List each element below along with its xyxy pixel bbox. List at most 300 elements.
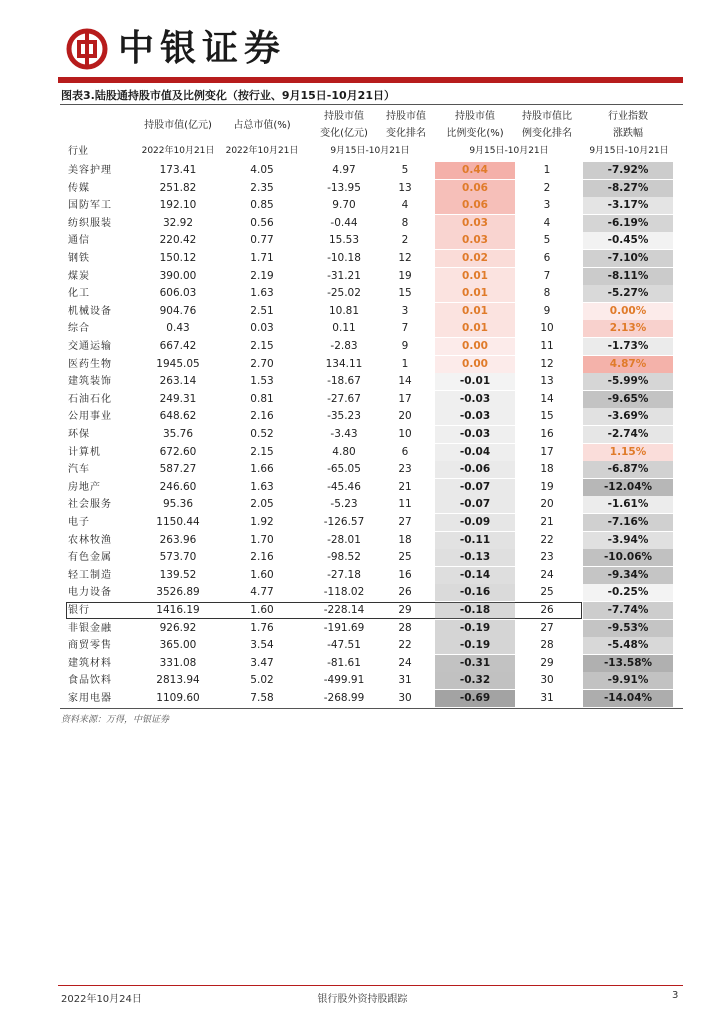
cell-ratio: -0.18 — [435, 602, 515, 619]
source-note: 资料来源：万得，中银证券 — [61, 715, 170, 725]
cell-rk2: 5 — [543, 234, 551, 247]
cell-chg: -98.52 — [327, 551, 361, 564]
table-row — [60, 690, 683, 707]
footer-date: 2022年10月24日 — [61, 994, 142, 1005]
cell-rk1: 10 — [398, 428, 412, 440]
cell-chg: -191.69 — [323, 621, 365, 634]
cell-rk2: 1 — [543, 164, 551, 176]
cell-idx: -9.34% — [583, 567, 673, 584]
cell-idx: -0.25% — [583, 584, 673, 601]
cell-ratio: -0.09 — [435, 514, 515, 531]
cell-pct: 2.51 — [250, 304, 274, 317]
cell-mv: 672.60 — [159, 445, 197, 458]
cell-rk1: 30 — [398, 692, 412, 704]
cell-ind: 美容护理 — [68, 165, 112, 176]
cell-pct: 1.70 — [250, 533, 274, 546]
cell-idx: -10.06% — [583, 549, 673, 566]
cell-chg: 9.70 — [332, 199, 356, 212]
cell-ratio: 0.02 — [435, 250, 515, 267]
cell-idx: 4.87% — [583, 356, 673, 373]
cell-pct: 2.35 — [250, 181, 274, 194]
cell-mv: 573.70 — [159, 551, 197, 564]
cell-ratio: -0.19 — [435, 620, 515, 637]
cell-mv: 139.52 — [159, 568, 197, 581]
cell-ratio: -0.03 — [435, 426, 515, 443]
table-row — [60, 356, 683, 373]
cell-pct: 1.66 — [250, 463, 274, 476]
table-row — [60, 215, 683, 232]
cell-ind: 机械设备 — [68, 305, 112, 317]
header-idx-period: 9月15日-10月21日 — [589, 146, 669, 156]
cell-rk1: 8 — [401, 216, 409, 229]
header-ratio-2: 比例变化(%) — [446, 128, 504, 139]
cell-rk2: 23 — [540, 551, 554, 564]
cell-ind: 建筑材料 — [68, 657, 112, 669]
cell-rk2: 22 — [540, 533, 554, 546]
cell-pct: 0.03 — [250, 322, 274, 335]
cell-chg: -45.46 — [327, 480, 361, 493]
cell-rk2: 17 — [540, 445, 554, 458]
cell-chg: 0.11 — [332, 322, 356, 335]
cell-rk1: 18 — [398, 533, 412, 546]
header-rule — [58, 77, 683, 83]
header-rank2-period: 9月15日-10月21日 — [469, 146, 549, 156]
cell-chg: -47.51 — [327, 639, 361, 652]
cell-ind: 煤炭 — [68, 270, 90, 282]
footer-rule — [58, 985, 683, 986]
table-row — [60, 549, 683, 566]
header-industry: 行业 — [68, 146, 88, 157]
cell-ind: 社会服务 — [68, 499, 112, 511]
cell-ind: 电力设备 — [68, 587, 112, 599]
header-chg-1: 持股市值 — [324, 111, 364, 122]
cell-chg: -228.14 — [323, 604, 365, 616]
cell-chg: -5.23 — [330, 498, 358, 511]
cell-idx: -12.04% — [583, 479, 673, 496]
cell-ratio: -0.69 — [435, 690, 515, 707]
header-pct-date: 2022年10月21日 — [225, 146, 299, 156]
cell-mv: 0.43 — [166, 322, 190, 335]
cell-rk1: 31 — [398, 674, 412, 687]
cell-ind: 钢铁 — [68, 253, 90, 264]
cell-chg: -268.99 — [323, 692, 365, 704]
table-row — [60, 373, 683, 390]
cell-idx: -8.11% — [583, 268, 673, 285]
cell-mv: 3526.89 — [156, 586, 200, 599]
cell-idx: 0.00% — [583, 303, 673, 320]
cell-idx: -14.04% — [583, 690, 673, 707]
cell-ind: 银行 — [68, 605, 90, 616]
cell-ind: 非银金融 — [68, 622, 112, 634]
cell-chg: -499.91 — [323, 674, 365, 687]
cell-idx: 1.15% — [583, 444, 673, 461]
header-mv-date: 2022年10月21日 — [141, 146, 215, 156]
cell-ratio: -0.06 — [435, 461, 515, 478]
cell-chg: 15.53 — [328, 234, 360, 247]
cell-ratio: -0.03 — [435, 408, 515, 425]
table-row — [60, 320, 683, 337]
bank-of-china-logo-icon — [66, 28, 108, 70]
cell-rk2: 19 — [540, 480, 554, 493]
cell-mv: 365.00 — [159, 639, 197, 652]
table-row — [60, 514, 683, 531]
cell-ind: 公用事业 — [68, 411, 112, 423]
header-idx-2: 涨跌幅 — [613, 128, 643, 139]
cell-rk2: 16 — [540, 428, 554, 440]
cell-rk1: 1 — [401, 357, 409, 370]
cell-mv: 1416.19 — [156, 604, 200, 616]
table-row — [60, 180, 683, 197]
cell-rk2: 20 — [540, 498, 554, 511]
table-row — [60, 444, 683, 461]
cell-pct: 1.76 — [250, 621, 274, 634]
cell-ratio: 0.44 — [435, 162, 515, 179]
cell-mv: 35.76 — [162, 428, 194, 440]
cell-mv: 173.41 — [159, 164, 197, 176]
cell-chg: -81.61 — [327, 656, 361, 669]
cell-chg: -25.02 — [327, 287, 361, 300]
cell-rk1: 25 — [398, 551, 412, 564]
table-row — [60, 162, 683, 179]
cell-mv: 150.12 — [159, 252, 197, 264]
cell-mv: 32.92 — [162, 216, 194, 229]
cell-mv: 263.96 — [159, 533, 197, 546]
cell-rk1: 26 — [398, 586, 412, 599]
cell-rk2: 3 — [543, 199, 551, 212]
table-row — [60, 620, 683, 637]
cell-idx: -5.48% — [583, 637, 673, 654]
cell-idx: -7.74% — [583, 602, 673, 619]
cell-rk2: 12 — [540, 357, 554, 370]
cell-chg: 4.97 — [332, 164, 356, 176]
cell-chg: -18.67 — [327, 375, 361, 388]
cell-chg: -10.18 — [327, 252, 361, 264]
cell-ind: 传媒 — [68, 182, 90, 194]
cell-idx: -2.74% — [583, 426, 673, 443]
cell-idx: -3.17% — [583, 197, 673, 214]
cell-ratio: -0.32 — [435, 672, 515, 689]
cell-mv: 904.76 — [159, 304, 197, 317]
table-row — [60, 532, 683, 549]
header-mv: 持股市值(亿元) — [144, 120, 212, 131]
cell-mv: 95.36 — [162, 498, 194, 511]
cell-ind: 食品饮料 — [68, 675, 112, 687]
table-row — [60, 338, 683, 355]
cell-rk2: 31 — [540, 692, 554, 704]
cell-mv: 1945.05 — [156, 357, 200, 370]
cell-chg: -35.23 — [327, 410, 361, 423]
cell-pct: 2.16 — [250, 410, 274, 423]
cell-rk1: 22 — [398, 639, 412, 652]
cell-ind: 交通运输 — [68, 341, 112, 352]
table-title: 图表3.陆股通持股市值及比例变化（按行业、9月15日-10月21日） — [61, 89, 395, 102]
cell-ind: 化工 — [68, 288, 90, 300]
cell-ind: 轻工制造 — [68, 569, 112, 581]
cell-ind: 综合 — [68, 323, 90, 335]
cell-pct: 4.77 — [250, 586, 274, 599]
cell-ratio: 0.06 — [435, 197, 515, 214]
cell-rk1: 3 — [401, 304, 409, 317]
cell-ind: 电子 — [68, 517, 90, 528]
cell-rk1: 20 — [398, 410, 412, 423]
header-rank1-2: 变化排名 — [386, 128, 426, 139]
cell-pct: 0.81 — [250, 392, 274, 405]
cell-rk1: 14 — [398, 375, 412, 388]
cell-ind: 农林牧渔 — [68, 534, 112, 546]
cell-ratio: -0.07 — [435, 496, 515, 513]
cell-idx: -5.27% — [583, 285, 673, 302]
cell-rk2: 4 — [543, 216, 551, 229]
cell-rk1: 12 — [398, 252, 412, 264]
cell-mv: 1150.44 — [156, 516, 200, 528]
cell-ind: 商贸零售 — [68, 640, 112, 652]
cell-rk1: 23 — [398, 463, 412, 476]
cell-pct: 1.92 — [250, 516, 274, 528]
cell-rk1: 15 — [398, 287, 412, 300]
cell-rk2: 30 — [540, 674, 554, 687]
table-row — [60, 285, 683, 302]
cell-rk2: 9 — [543, 304, 551, 317]
page-header — [58, 26, 688, 82]
table-row — [60, 303, 683, 320]
cell-mv: 926.92 — [159, 621, 197, 634]
header-chg-2: 变化(亿元) — [320, 128, 368, 139]
cell-ratio: -0.16 — [435, 584, 515, 601]
cell-ind: 环保 — [68, 429, 90, 440]
cell-chg: 4.80 — [332, 445, 356, 458]
cell-ratio: -0.01 — [435, 373, 515, 390]
cell-rk2: 21 — [540, 516, 554, 528]
header-idx-1: 行业指数 — [608, 111, 648, 122]
cell-ratio: -0.19 — [435, 637, 515, 654]
cell-pct: 0.56 — [250, 216, 274, 229]
cell-idx: -8.27% — [583, 180, 673, 197]
table-bottom-rule — [60, 708, 683, 709]
cell-ratio: 0.00 — [435, 338, 515, 355]
cell-rk1: 27 — [398, 516, 412, 528]
cell-rk1: 24 — [398, 656, 412, 669]
cell-chg: -2.83 — [330, 340, 358, 352]
header-pct: 占总市值(%) — [233, 120, 291, 131]
cell-chg: -126.57 — [323, 516, 365, 528]
cell-idx: -9.65% — [583, 391, 673, 408]
cell-ratio: -0.03 — [435, 391, 515, 408]
cell-rk1: 21 — [398, 480, 412, 493]
cell-pct: 2.70 — [250, 357, 274, 370]
cell-pct: 1.53 — [250, 375, 274, 388]
cell-pct: 7.58 — [250, 692, 274, 704]
cell-pct: 1.63 — [250, 287, 274, 300]
cell-chg: -118.02 — [323, 586, 365, 599]
cell-pct: 0.85 — [250, 199, 274, 212]
cell-mv: 246.60 — [159, 480, 197, 493]
cell-chg: -31.21 — [327, 269, 361, 282]
cell-idx: -9.91% — [583, 672, 673, 689]
table-row — [60, 584, 683, 601]
cell-ratio: 0.01 — [435, 268, 515, 285]
cell-chg: -28.01 — [327, 533, 361, 546]
cell-idx: -6.87% — [583, 461, 673, 478]
cell-pct: 4.05 — [250, 164, 274, 176]
table-row — [60, 250, 683, 267]
cell-rk2: 18 — [540, 463, 554, 476]
cell-rk1: 9 — [401, 340, 409, 352]
cell-pct: 2.15 — [250, 340, 274, 352]
cell-ratio: -0.31 — [435, 655, 515, 672]
cell-mv: 1109.60 — [156, 692, 200, 704]
cell-rk1: 19 — [398, 269, 412, 282]
cell-ratio: -0.04 — [435, 444, 515, 461]
cell-rk1: 28 — [398, 621, 412, 634]
cell-idx: -7.92% — [583, 162, 673, 179]
cell-rk2: 28 — [540, 639, 554, 652]
cell-ratio: 0.01 — [435, 285, 515, 302]
brand-name: 中银证券 — [118, 27, 287, 69]
cell-rk2: 2 — [543, 181, 551, 194]
cell-mv: 390.00 — [159, 269, 197, 282]
cell-idx: -3.69% — [583, 408, 673, 425]
cell-rk2: 8 — [543, 287, 551, 300]
cell-ind: 国防军工 — [68, 200, 112, 212]
table-row — [60, 461, 683, 478]
cell-ratio: 0.01 — [435, 303, 515, 320]
table-row — [60, 655, 683, 672]
cell-ind: 房地产 — [68, 481, 101, 493]
cell-mv: 251.82 — [159, 181, 197, 194]
cell-chg: 134.11 — [325, 357, 363, 370]
cell-mv: 263.14 — [159, 375, 197, 388]
cell-pct: 1.71 — [250, 252, 274, 264]
cell-pct: 2.15 — [250, 445, 274, 458]
cell-rk2: 27 — [540, 621, 554, 634]
cell-rk1: 2 — [401, 234, 409, 247]
cell-ratio: 0.03 — [435, 232, 515, 249]
cell-chg: -13.95 — [327, 181, 361, 194]
cell-rk2: 7 — [543, 269, 551, 282]
cell-pct: 1.63 — [250, 480, 274, 493]
cell-rk2: 25 — [540, 586, 554, 599]
cell-rk1: 5 — [401, 164, 409, 176]
cell-pct: 3.54 — [250, 639, 274, 652]
page-number: 3 — [672, 990, 679, 1001]
cell-pct: 2.05 — [250, 498, 274, 511]
cell-ratio: -0.13 — [435, 549, 515, 566]
cell-ratio: -0.07 — [435, 479, 515, 496]
cell-ratio: 0.06 — [435, 180, 515, 197]
cell-ind: 建筑装饰 — [68, 376, 112, 388]
cell-idx: -7.16% — [583, 514, 673, 531]
cell-rk2: 15 — [540, 410, 554, 423]
cell-chg: -65.05 — [327, 463, 361, 476]
table-row — [60, 232, 683, 249]
cell-ratio: 0.01 — [435, 320, 515, 337]
cell-pct: 2.19 — [250, 269, 274, 282]
cell-mv: 606.03 — [159, 287, 197, 300]
cell-rk2: 29 — [540, 656, 554, 669]
cell-idx: -6.19% — [583, 215, 673, 232]
cell-mv: 648.62 — [159, 410, 197, 423]
cell-rk2: 11 — [540, 340, 554, 352]
cell-rk2: 10 — [540, 322, 554, 335]
cell-idx: -1.73% — [583, 338, 673, 355]
cell-rk2: 13 — [540, 375, 554, 388]
cell-mv: 249.31 — [159, 392, 197, 405]
table-row — [60, 637, 683, 654]
cell-chg: -27.67 — [327, 392, 361, 405]
table-row — [60, 496, 683, 513]
cell-pct: 1.60 — [250, 568, 274, 581]
cell-pct: 1.60 — [250, 604, 274, 616]
cell-idx: -7.10% — [583, 250, 673, 267]
cell-mv: 667.42 — [159, 340, 197, 352]
cell-rk2: 6 — [543, 252, 551, 264]
cell-rk1: 7 — [401, 322, 409, 335]
cell-pct: 3.47 — [250, 656, 274, 669]
header-rank2-2: 例变化排名 — [522, 128, 572, 139]
header-rank1-period: 9月15日-10月21日 — [330, 146, 410, 156]
cell-ind: 家用电器 — [68, 693, 112, 704]
cell-ratio: -0.11 — [435, 532, 515, 549]
cell-pct: 5.02 — [250, 674, 274, 687]
cell-rk2: 24 — [540, 568, 554, 581]
cell-rk1: 6 — [401, 445, 409, 458]
cell-rk2: 26 — [540, 604, 554, 616]
cell-idx: -0.45% — [583, 232, 673, 249]
table-row — [60, 567, 683, 584]
cell-ind: 石油石化 — [68, 393, 112, 405]
cell-chg: -27.18 — [327, 568, 361, 581]
table-row — [60, 197, 683, 214]
cell-rk1: 17 — [398, 392, 412, 405]
table-row — [60, 479, 683, 496]
table-row — [60, 268, 683, 285]
cell-idx: -3.94% — [583, 532, 673, 549]
title-rule — [60, 104, 683, 105]
table-row — [60, 672, 683, 689]
cell-ind: 纺织服装 — [68, 217, 112, 229]
cell-mv: 220.42 — [159, 234, 197, 247]
cell-ind: 有色金属 — [68, 552, 112, 564]
footer-title: 银行股外资持股跟踪 — [317, 994, 408, 1005]
table-row — [60, 602, 683, 619]
cell-rk1: 11 — [398, 498, 412, 511]
cell-rk2: 14 — [540, 392, 554, 405]
header-ratio-1: 持股市值 — [455, 111, 495, 122]
cell-rk1: 4 — [401, 199, 409, 212]
cell-pct: 2.16 — [250, 551, 274, 564]
table-row — [60, 391, 683, 408]
cell-ind: 通信 — [68, 235, 90, 247]
table-row — [60, 426, 683, 443]
cell-ratio: 0.03 — [435, 215, 515, 232]
cell-mv: 2813.94 — [156, 674, 200, 687]
cell-chg: -3.43 — [330, 428, 358, 440]
header-rank2-1: 持股市值比 — [522, 111, 572, 122]
cell-idx: -9.53% — [583, 620, 673, 637]
cell-ind: 计算机 — [68, 446, 101, 458]
cell-ind: 汽车 — [68, 464, 90, 476]
cell-chg: 10.81 — [328, 304, 360, 317]
cell-idx: -1.61% — [583, 496, 673, 513]
cell-ind: 医药生物 — [68, 358, 112, 370]
cell-idx: 2.13% — [583, 320, 673, 337]
cell-idx: -5.99% — [583, 373, 673, 390]
cell-idx: -13.58% — [583, 655, 673, 672]
cell-ratio: -0.14 — [435, 567, 515, 584]
cell-rk1: 13 — [398, 181, 412, 194]
cell-mv: 331.08 — [159, 656, 197, 669]
cell-rk1: 16 — [398, 568, 412, 581]
